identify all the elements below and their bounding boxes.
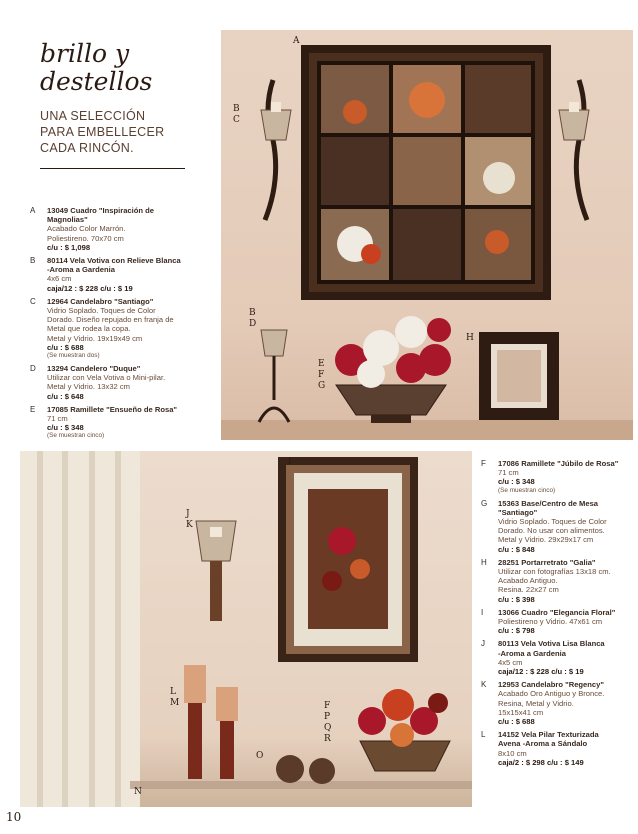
product-name-continued: "Santiago" [498,507,538,517]
product-description: Metal y Vidrio. 19x19x49 cm [47,333,143,343]
label-n: N [134,787,142,797]
product-details [47,206,200,252]
product-price: c/u : $ 688 [498,717,535,727]
scene-photo-entry-table [20,451,472,807]
product-note: (Se muestran dos) [47,352,100,360]
product-description: 71 cm [498,468,519,478]
product-details [498,558,631,604]
product-letter: C [30,296,36,306]
product-description: 15x15x41 cm [498,707,544,717]
product-letter: F [481,459,486,468]
product-letter: K [481,680,487,690]
product-name: 28251 Portarretrato "Galia" [498,557,596,567]
product-letter: J [481,639,485,649]
product-name: 17085 Ramillete "Ensueño de Rosa" [47,404,178,414]
product-price: caja/12 : $ 228 c/u : $ 19 [498,667,584,677]
page-number: 10 [6,810,22,824]
product-description: 4x5 cm [498,657,523,667]
product-details [498,608,631,636]
product-details [498,459,631,495]
label-o: O [256,751,264,761]
scene-illustration-bottom [20,451,472,807]
label-r: R [324,734,331,744]
product-description: Dorado. No usar con alimentos. [498,526,605,536]
product-details [47,297,200,360]
product-price: c/u : $ 688 [47,342,84,352]
product-price: c/u : $ 348 [498,477,535,487]
product-letter: I [481,607,484,617]
product-description: Poliestireno y Vidrio. 47x61 cm [498,617,603,627]
product-letter: B [30,256,36,266]
product-list-right [481,459,631,771]
photo-frame-galia [479,332,559,420]
product-item [30,297,200,360]
framed-art-floral-elegance [278,457,418,662]
label-f-bottom: F [324,701,331,711]
label-i: I [288,457,292,467]
product-description: Vidrio Soplado. Toques de Color [498,517,607,527]
product-description: Metal que rodea la copa. [47,324,131,334]
section-heading [40,40,190,169]
product-details [498,680,631,726]
label-e: E [318,359,325,369]
label-a: A [293,36,300,46]
product-description: Utilizar con Vela Votiva o Mini-pilar. [47,373,166,383]
heading-divider [40,168,185,169]
label-c-top: C [233,115,240,125]
label-b-top: B [233,104,240,114]
wall-sconce-regency [196,521,236,621]
product-description: Vidrio Soplado. Toques de Color [47,306,156,316]
product-item [30,405,200,441]
product-name: 13066 Cuadro "Elegancia Floral" [498,607,616,617]
product-price: c/u : $ 848 [498,544,535,554]
product-name: 13294 Candelero "Duque" [47,364,141,374]
product-item [30,206,200,252]
product-item [481,639,631,676]
product-details [47,256,200,293]
section-subtitle: UNA SELECCIÓN PARA EMBELLECER CADA RINCÓN. [40,109,165,155]
product-description: Resina, Metal y Vidrio. [498,698,574,708]
product-description: Acabado Oro Antiguo y Bronce. [498,689,605,699]
scene-photo-living-room [221,30,633,440]
product-details [498,499,631,554]
product-item [30,364,200,401]
product-description: Metal y Vidrio. 13x32 cm [47,382,131,392]
product-letter: E [30,404,36,414]
product-item [481,608,631,636]
product-item [481,730,631,767]
product-name: 14152 Vela Pilar Texturizada [498,730,599,740]
product-name-continued: -Aroma a Gardenia [47,265,115,275]
product-price: c/u : $ 398 [498,594,535,604]
label-h: H [466,333,474,343]
product-item [481,558,631,604]
product-item [481,680,631,726]
label-f-top: F [318,370,325,380]
product-name: 12953 Candelabro "Regency" [498,680,604,690]
product-item [481,459,631,495]
product-item [481,499,631,554]
product-name: 80113 Vela Votiva Lisa Blanca [498,639,605,649]
product-name: 17086 Ramillete "Júbilo de Rosa" [498,459,619,468]
label-b-mid: B [249,308,256,318]
product-description: Metal y Vidrio. 29x29x17 cm [498,535,594,545]
product-details [47,364,200,401]
label-g: G [318,381,326,391]
product-price: c/u : $ 648 [47,391,84,401]
product-name: 15363 Base/Centro de Mesa [498,498,599,508]
product-name-continued: Magnolias" [47,215,88,225]
decorative-orbs [276,755,335,784]
product-price: caja/12 : $ 228 c/u : $ 19 [47,283,133,293]
product-letter: H [481,557,487,567]
product-description: Acabado Color Marrón. [47,224,126,234]
product-letter: D [30,364,36,374]
product-note: (Se muestran cinco) [498,486,556,494]
product-description: 71 cm [47,414,68,424]
product-name-continued: Avena -Aroma a Sándalo [498,739,588,749]
candle-holder-duque [259,330,289,422]
wall-sconce-right [559,80,589,220]
pillar-candles [184,665,238,779]
product-name: 12964 Candelabro "Santiago" [47,296,154,306]
product-list-left [30,206,200,444]
product-description: Dorado. Diseño repujado en franja de [47,315,174,325]
rose-centerpiece [335,316,451,423]
product-name-continued: -Aroma a Gardenia [498,648,566,658]
product-details [498,730,631,767]
product-description: Poliestireno. 70x70 cm [47,233,124,243]
product-letter: L [481,730,486,740]
label-d-mid: D [249,319,257,329]
label-l: L [170,687,176,697]
product-description: Utilizar con fotografías 13x18 cm. [498,567,611,577]
product-description: 8x10 cm [498,748,527,758]
product-price: c/u : $ 798 [498,626,535,636]
product-letter: A [30,206,36,215]
product-letter: G [481,498,488,508]
label-m: M [170,698,180,708]
label-p: P [324,712,331,722]
label-k: K [186,520,193,530]
product-name: 80114 Vela Votiva con Relieve Blanca [47,256,181,266]
product-note: (Se muestran cinco) [47,432,105,440]
wall-sconce-left [261,80,291,220]
label-j: J [186,509,190,519]
rose-bowl-centerpiece [358,689,450,771]
product-price: c/u : $ 348 [47,423,84,433]
product-item [30,256,200,293]
framed-art-magnolias [301,45,551,300]
product-description: 4x6 cm [47,274,72,284]
product-description: Acabado Antiguo. [498,576,558,586]
scene-illustration-top [221,30,633,440]
product-details [47,405,200,441]
product-details [498,639,631,676]
product-name: 13049 Cuadro "Inspiración de [47,206,154,215]
product-description: Resina. 22x27 cm [498,585,559,595]
section-title: brillo y destellos [40,39,153,96]
product-price: c/u : $ 1,098 [47,242,91,252]
product-price: caja/2 : $ 298 c/u : $ 149 [498,757,584,767]
label-q: Q [324,723,332,733]
